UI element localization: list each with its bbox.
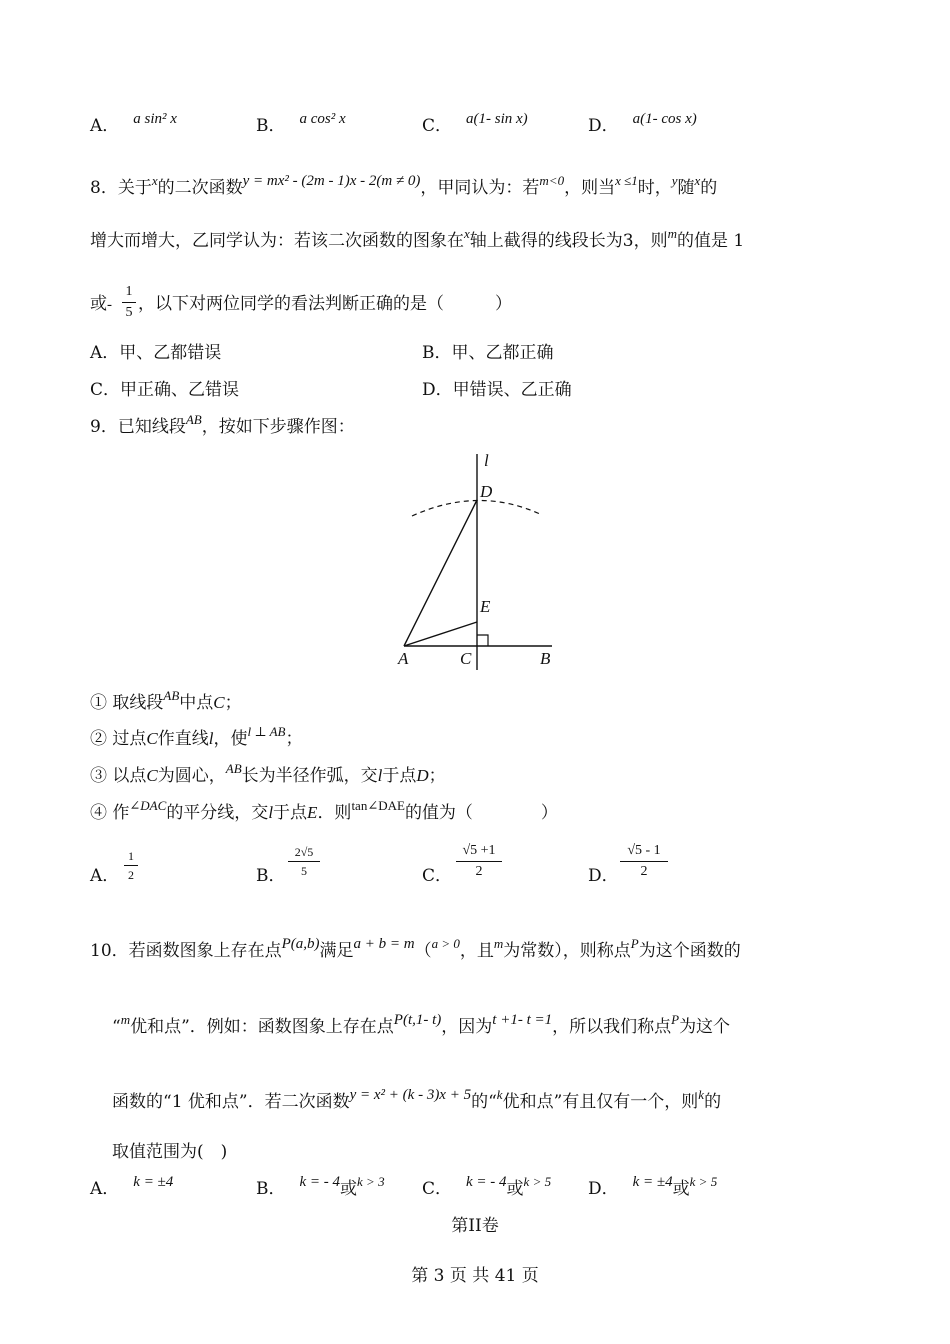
q8-option-a: A．甲、乙都错误 [90,343,222,363]
q9-step-2 [90,724,303,749]
numerator: 2√5 [294,845,314,859]
q9-option-b-fraction [288,846,320,877]
text: 关于 [117,178,152,198]
option-expression: k > 5 [523,1174,552,1189]
text: 轴上截得的线段长为3，则 [469,231,668,251]
point-name: D [416,766,429,785]
point-name: E [307,803,318,822]
page-footer: 第 3 页 共 41 页 [411,1266,539,1286]
q9-option-d-label: D． [588,866,619,886]
equation: a + b = m [353,936,415,952]
q9-step-1 [90,688,242,713]
q9-option-c-fraction [456,844,502,879]
math-var: m [120,1012,131,1027]
right-angle-mark [477,635,488,646]
option-label: C． [422,1179,453,1199]
text: 的值为（ ） [404,803,558,823]
function-expression: y = mx² - (2m - 1)x - 2(m ≠ 0) [242,173,421,189]
q8-option-c: C．甲正确、乙错误 [90,380,240,400]
text: ，甲同认为：若 [420,178,540,198]
option-label: B． [256,116,286,136]
text: 为这个函数的 [638,941,741,961]
math-var: m [493,936,504,951]
segment-name: AB [225,761,242,776]
q8-line-3a [90,296,112,313]
text: ，以下对两位同学的看法判断正确的是（ ） [138,294,512,314]
text: ④ 作 [90,803,130,823]
function-expression: y = x² + (k - 3)x + 5 [349,1087,472,1103]
math-var: P [671,1012,680,1027]
option-expression: k = - 4 [466,1174,507,1190]
option-expression: k = - 4 [299,1174,341,1190]
text: ，所以我们称点 [552,1017,672,1037]
option-expression: k > 3 [357,1174,385,1189]
option-expression: a cos² x [299,111,346,127]
text: 或 [90,294,107,314]
q9-option-d-fraction [620,844,668,879]
text: 为这个 [679,1017,731,1037]
math-var: k [496,1087,503,1102]
label-d: D [480,482,493,501]
text: 中点 [179,693,214,713]
label-e: E [480,597,491,616]
geometry-diagram [380,448,580,678]
text: ； [285,729,303,749]
q9-intro [90,412,355,437]
option-label: D． [588,116,619,136]
q10-line-4: 取值范围为( ) [112,1142,228,1162]
q8-line-1 [90,173,718,198]
q9-option-c-label: C． [422,866,453,886]
text: ，因为 [441,1017,493,1037]
section-title: 第II卷 [451,1216,499,1236]
option-expression: k = ±4 [632,1174,673,1190]
text: 的 [700,178,718,198]
math-var: x [151,173,158,188]
q10-line-1 [90,936,741,961]
point-name: C [146,729,158,748]
label-a: A [398,649,409,668]
fraction-one-fifth [122,285,136,320]
q7-option-a [90,111,177,136]
text: 或 [340,1179,358,1199]
condition: x ≤1 [615,173,638,188]
math-var: y [671,173,678,188]
tan-expression: tan∠DAE [351,798,405,813]
minus-sign: - [107,297,112,313]
text: 或 [506,1179,524,1199]
denominator: 5 [301,864,307,878]
text: （ [414,941,432,961]
text: 为常数），则称点 [503,941,631,961]
segment-ad [404,500,477,646]
text: 于点 [273,803,308,823]
text: 优和点”．例如：函数图象上存在点 [130,1017,394,1037]
option-label: B． [256,1179,286,1199]
math-var: m [667,226,677,241]
condition: m<0 [539,173,565,188]
q10-line-2 [112,1012,731,1037]
text: ① 取线段 [90,693,164,713]
option-label: D． [588,1179,619,1199]
text: ② 过点 [90,729,147,749]
text: “ [112,1017,121,1037]
q9-option-a-fraction [124,850,138,881]
q7-option-d [588,111,697,136]
q10-option-b [256,1174,385,1199]
q9-option-b-label: B． [256,866,286,886]
q10-line-3 [112,1087,722,1112]
numerator: 1 [125,284,133,299]
text: 长为半径作弧，交 [241,766,378,786]
numerator: √5 - 1 [627,843,661,858]
point-expression: P(t,1- t) [393,1012,442,1028]
denominator: 2 [475,864,483,879]
text: ，则当 [564,178,616,198]
label-l: l [484,451,489,470]
q10-option-c [422,1174,552,1199]
text: 9．已知线段 [90,417,186,437]
text: 的“ [471,1092,497,1112]
q8-option-d: D．甲错误、乙正确 [422,380,572,400]
point-name: C [213,693,225,712]
condition: a > 0 [431,936,460,951]
text: ，且 [459,941,494,961]
numerator: √5 +1 [462,843,496,858]
math-var: P [630,936,639,951]
text: ．则 [317,803,352,823]
option-expression: a(1- sin x) [466,111,528,127]
label-c: C [460,649,472,668]
text: 的值是 1 [677,231,745,251]
text: 或 [672,1179,690,1199]
segment-name: AB [185,412,202,427]
text: 的平分线，交 [166,803,269,823]
option-expression: a(1- cos x) [632,111,697,127]
segment-name: AB [163,688,180,703]
text: 函数的“1 优和点”．若二次函数 [112,1092,350,1112]
label-b: B [540,649,551,668]
denominator: 5 [125,305,133,320]
text: 10．若函数图象上存在点 [90,941,282,961]
text: 的 [704,1092,722,1112]
option-label: A． [90,116,120,136]
point-expression: P(a,b) [281,936,320,952]
point-name: C [146,766,158,785]
q10-option-a [90,1174,174,1199]
q10-option-d [588,1174,718,1199]
line-name: l [208,729,214,748]
q8-line-3b [138,296,512,313]
text: ③ 以点 [90,766,147,786]
text: 优和点”有且仅有一个，则 [502,1092,699,1112]
denominator: 2 [128,868,134,882]
text: ，使 [213,729,248,749]
text: ，按如下步骤作图： [201,417,355,437]
perpendicular-expression: l ⊥ AB [247,724,286,739]
text: 为圆心， [157,766,226,786]
q9-step-4 [90,798,558,823]
numerator: 1 [128,849,134,863]
question-number: 8． [90,178,118,198]
text: 时， [637,178,672,198]
text: 增大而增大，乙同学认为：若该二次函数的图象在 [90,231,464,251]
q8-line-2 [90,226,745,251]
option-expression: a sin² x [133,111,177,127]
text: ； [224,693,242,713]
q9-step-3 [90,761,446,786]
text: 作直线 [157,729,209,749]
text: 的二次函数 [157,178,243,198]
text: 于点 [382,766,417,786]
math-var: x [694,173,701,188]
angle-name: ∠DAC [129,798,167,813]
q9-option-a-label: A． [90,866,120,886]
text: ； [428,766,446,786]
text: 满足 [319,941,354,961]
equation: t +1- t =1 [492,1012,553,1028]
denominator: 2 [640,864,648,879]
line-name: l [377,766,383,785]
text: 随 [677,178,695,198]
q7-option-b [256,111,346,136]
q8-option-b: B．甲、乙都正确 [422,343,554,363]
option-expression: k > 5 [689,1174,718,1189]
option-label: A． [90,1179,120,1199]
math-var: k [698,1087,705,1102]
math-var: x [464,226,470,241]
q7-option-c [422,111,528,136]
line-name: l [268,803,274,822]
option-expression: k = ±4 [133,1174,174,1190]
option-label: C． [422,116,453,136]
